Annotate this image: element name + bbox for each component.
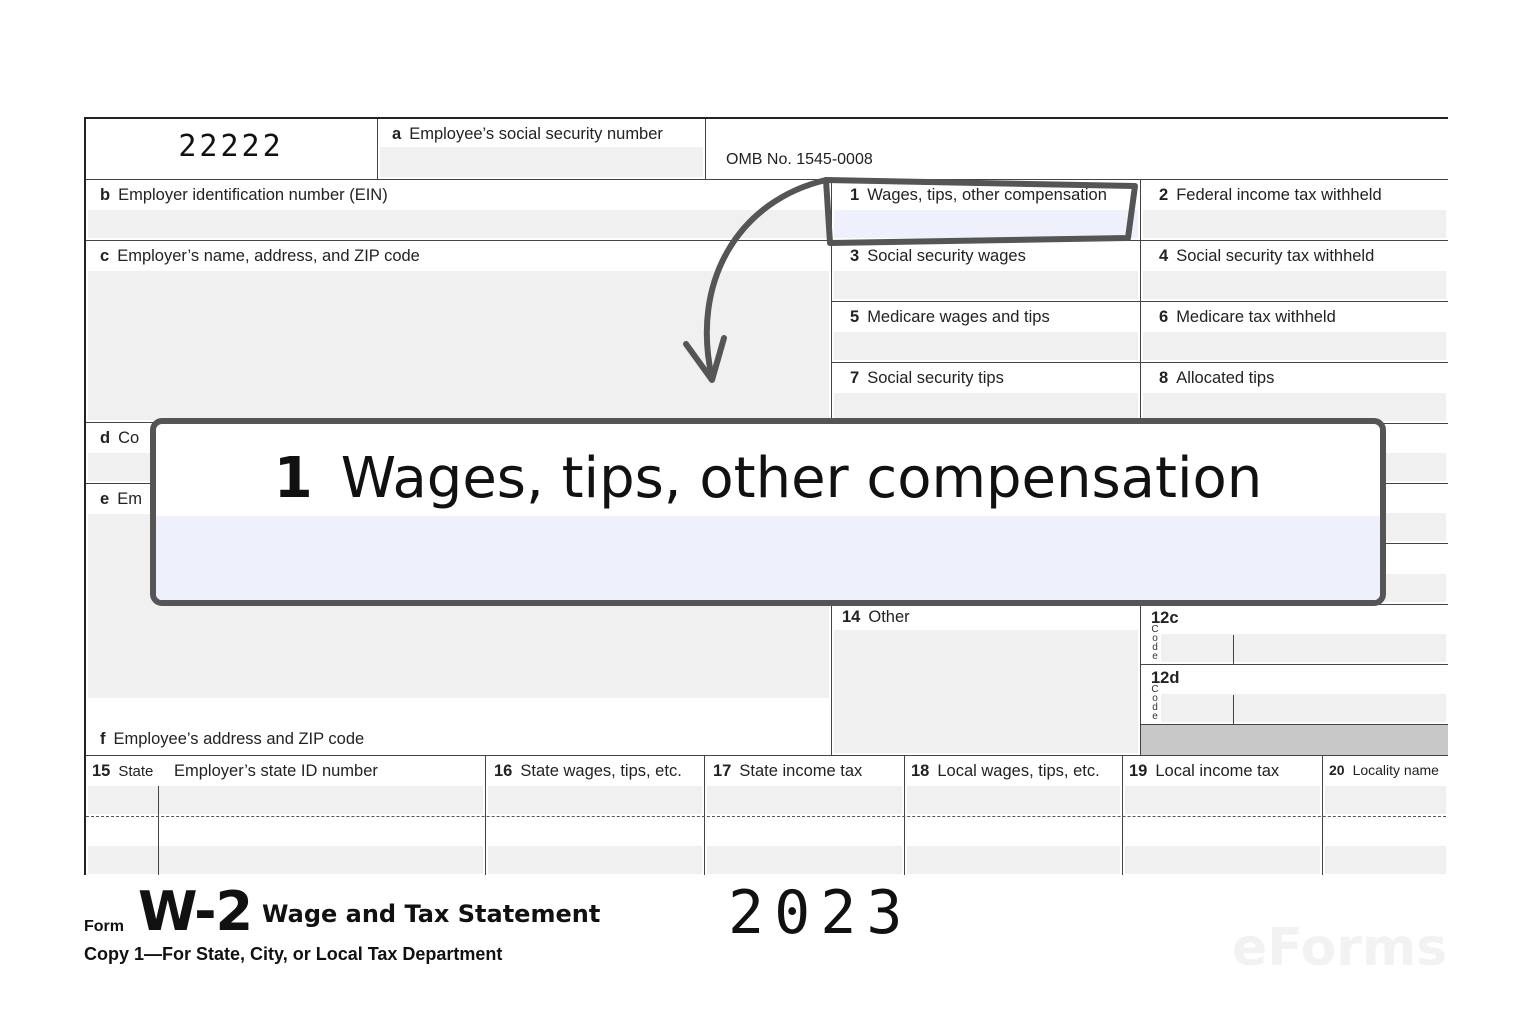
ein-field[interactable] bbox=[88, 210, 829, 238]
box-14-field[interactable] bbox=[834, 630, 1138, 753]
shaded-box bbox=[1141, 725, 1448, 756]
box-d-label: Co bbox=[118, 429, 140, 447]
box-6-num: 6 bbox=[1159, 308, 1169, 326]
box-6 bbox=[1141, 302, 1448, 363]
box-c-letter: c bbox=[100, 247, 110, 265]
copy-label: Copy 1—For State, City, or Local Tax Department bbox=[84, 944, 503, 964]
box-20-num: 20 bbox=[1329, 762, 1345, 778]
box-5-field[interactable] bbox=[834, 332, 1138, 360]
box-c-label: Employer’s name, address, and ZIP code bbox=[117, 247, 420, 265]
form-name: W-2 bbox=[138, 880, 253, 943]
box-2 bbox=[1141, 180, 1448, 241]
box-2-field[interactable] bbox=[1143, 210, 1446, 238]
box-12d-label: 12d bbox=[1151, 669, 1180, 687]
box-18-field-2[interactable] bbox=[907, 846, 1120, 874]
state-id-label: Employer’s state ID number bbox=[174, 762, 378, 780]
box-4 bbox=[1141, 241, 1448, 302]
control-number-box bbox=[86, 119, 378, 180]
box-e-letter: e bbox=[100, 490, 110, 508]
box-12d bbox=[1141, 665, 1448, 725]
box-17-num: 17 bbox=[713, 762, 732, 780]
box-19-label: Local income tax bbox=[1155, 762, 1280, 780]
box-14 bbox=[832, 604, 1141, 756]
box-7 bbox=[832, 363, 1141, 424]
box-20-label: Locality name bbox=[1352, 762, 1439, 778]
box-1-label: Wages, tips, other compensation bbox=[867, 186, 1107, 204]
box-a-letter: a bbox=[392, 125, 402, 143]
box-7-num: 7 bbox=[850, 369, 860, 387]
box-14-label: Other bbox=[868, 608, 910, 626]
box-f-label: Employee’s address and ZIP code bbox=[113, 730, 365, 748]
state-field-1[interactable] bbox=[88, 786, 483, 814]
box-b bbox=[86, 180, 832, 241]
omb-box bbox=[706, 119, 1448, 180]
box-15-num: 15 bbox=[92, 762, 111, 780]
box-f-letter: f bbox=[100, 730, 106, 748]
box-4-label: Social security tax withheld bbox=[1176, 247, 1375, 265]
box-18-field-1[interactable] bbox=[907, 786, 1120, 814]
callout-title bbox=[156, 446, 1380, 511]
box-12c-field[interactable] bbox=[1161, 634, 1446, 662]
form-word: Form bbox=[84, 918, 124, 935]
box-6-label: Medicare tax withheld bbox=[1176, 308, 1336, 326]
control-number: 22222 bbox=[178, 129, 284, 164]
box-b-letter: b bbox=[100, 186, 111, 204]
box-c bbox=[86, 241, 832, 423]
box-17-field-2[interactable] bbox=[707, 846, 902, 874]
box-3-label: Social security wages bbox=[867, 247, 1026, 265]
box-12c-divider bbox=[1233, 635, 1234, 665]
box-19-num: 19 bbox=[1129, 762, 1148, 780]
box-b-label: Employer identification number (EIN) bbox=[118, 186, 388, 204]
box-18-label: Local wages, tips, etc. bbox=[937, 762, 1100, 780]
box-16-field-1[interactable] bbox=[488, 786, 702, 814]
box-17-label: State income tax bbox=[739, 762, 863, 780]
callout-label: Wages, tips, other compensation bbox=[340, 446, 1263, 511]
box-1-num: 1 bbox=[850, 186, 860, 204]
box-12c-code: C o d e bbox=[1151, 624, 1159, 662]
box-16-field-2[interactable] bbox=[488, 846, 702, 874]
box-a bbox=[378, 119, 706, 180]
box-1-field[interactable] bbox=[834, 210, 1138, 238]
box-7-label: Social security tips bbox=[867, 369, 1004, 387]
box-12c bbox=[1141, 605, 1448, 665]
box-12c-label: 12c bbox=[1151, 609, 1179, 627]
box-6-field[interactable] bbox=[1143, 332, 1446, 360]
callout-field[interactable] bbox=[156, 516, 1380, 600]
box-19-field-2[interactable] bbox=[1125, 846, 1320, 874]
box-12d-code: C o d e bbox=[1151, 684, 1159, 722]
eforms-watermark: eForms bbox=[1232, 918, 1448, 978]
box-17-field-1[interactable] bbox=[707, 786, 902, 814]
box-8-field[interactable] bbox=[1143, 393, 1446, 421]
form-title: Wage and Tax Statement bbox=[262, 900, 601, 928]
box-15-label: State bbox=[118, 763, 154, 780]
box-3-field[interactable] bbox=[834, 271, 1138, 299]
box-4-num: 4 bbox=[1159, 247, 1169, 265]
box-1 bbox=[832, 180, 1141, 241]
box-12d-divider bbox=[1233, 695, 1234, 725]
box-3 bbox=[832, 241, 1141, 302]
state-row-divider bbox=[86, 816, 1446, 817]
state-field-2[interactable] bbox=[88, 846, 483, 874]
box-7-field[interactable] bbox=[834, 393, 1138, 421]
box-a-label: Employee’s social security number bbox=[409, 125, 663, 143]
box-14-num: 14 bbox=[842, 608, 861, 626]
box-d-letter: d bbox=[100, 429, 111, 447]
box-19-field-1[interactable] bbox=[1125, 786, 1320, 814]
box-16-label: State wages, tips, etc. bbox=[520, 762, 682, 780]
box-12d-field[interactable] bbox=[1161, 694, 1446, 722]
box-16-num: 16 bbox=[494, 762, 513, 780]
box-20-field-2[interactable] bbox=[1325, 846, 1446, 874]
box-2-label: Federal income tax withheld bbox=[1176, 186, 1382, 204]
box-3-num: 3 bbox=[850, 247, 860, 265]
employer-name-field[interactable] bbox=[88, 271, 829, 420]
box-e-label: Em bbox=[117, 490, 142, 508]
box-5-label: Medicare wages and tips bbox=[867, 308, 1050, 326]
form-year: 2023 bbox=[728, 878, 913, 948]
box-1-callout bbox=[150, 418, 1386, 606]
box-2-num: 2 bbox=[1159, 186, 1169, 204]
callout-num: 1 bbox=[273, 446, 313, 511]
box-f bbox=[86, 726, 832, 756]
omb-number: OMB No. 1545-0008 bbox=[726, 151, 873, 168]
box-20-field-1[interactable] bbox=[1325, 786, 1446, 814]
box-8-label: Allocated tips bbox=[1176, 369, 1275, 387]
state-divider bbox=[158, 786, 159, 875]
box-8-num: 8 bbox=[1159, 369, 1169, 387]
box-5-num: 5 bbox=[850, 308, 860, 326]
box-8 bbox=[1141, 363, 1448, 424]
box-5 bbox=[832, 302, 1141, 363]
box-4-field[interactable] bbox=[1143, 271, 1446, 299]
ssn-field[interactable] bbox=[380, 147, 703, 177]
box-18-num: 18 bbox=[911, 762, 930, 780]
